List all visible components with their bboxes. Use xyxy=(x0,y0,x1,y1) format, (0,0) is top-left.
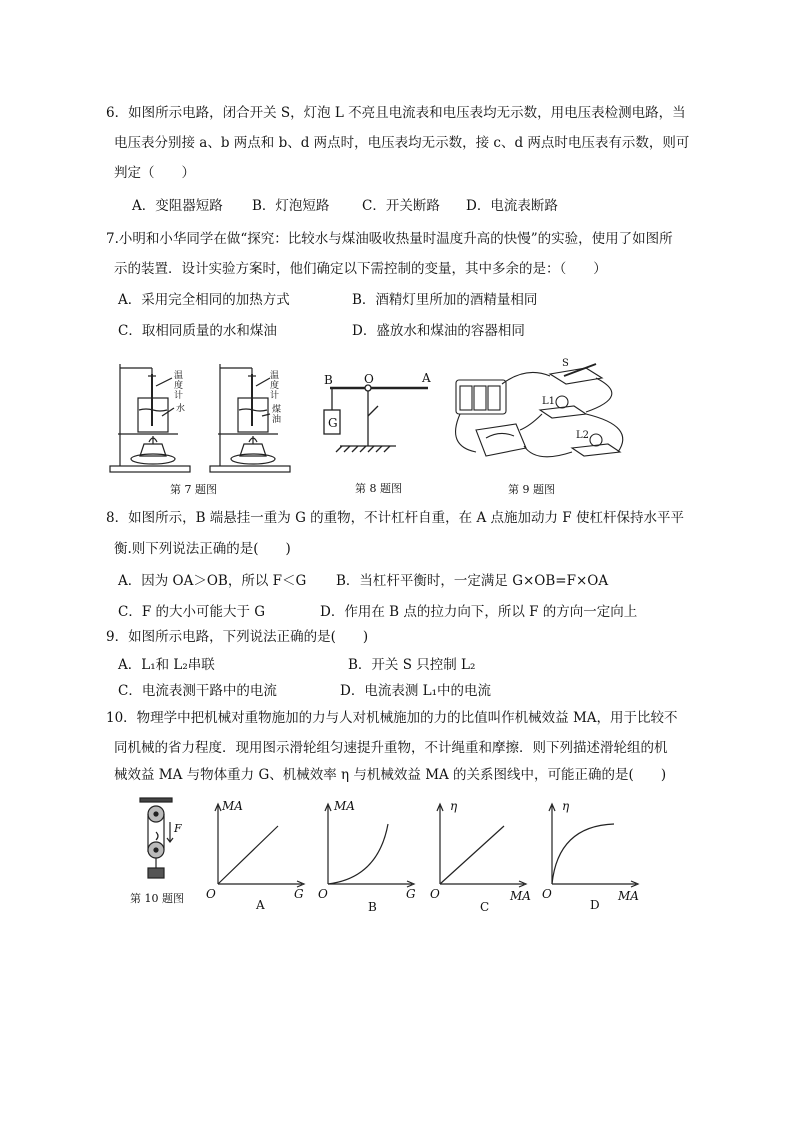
graph-d-curve xyxy=(552,824,614,884)
q9-option-c: C．电流表测干路中的电流 xyxy=(118,683,277,699)
figure-9-caption: 第 9 题图 xyxy=(508,483,555,496)
graph-d-y-label: η xyxy=(562,799,570,813)
pulley-force-label: F xyxy=(174,822,182,835)
fig7-label-thermometer-2a: 温 xyxy=(270,371,280,381)
graph-b-y-label: MA xyxy=(334,799,355,813)
q9-option-a: A．L₁和 L₂串联 xyxy=(118,657,215,673)
graph-a-y-label: MA xyxy=(222,799,243,813)
graph-a xyxy=(210,800,310,896)
q8-option-c: C．F 的大小可能大于 G xyxy=(118,604,266,620)
fig8-label-o: O xyxy=(364,372,374,386)
q8-option-a: A．因为 OA＞OB，所以 F＜G xyxy=(118,573,307,589)
q9-line: 9．如图所示电路，下列说法正确的是( ) xyxy=(106,629,369,645)
q10-line-3: 械效益 MA 与物体重力 G、机械效率 η 与机械效益 MA 的关系图线中，可能正确的是( ) xyxy=(114,767,667,783)
figure-7-heating-apparatus xyxy=(106,356,296,478)
fig7-label-thermometer-1a: 温 xyxy=(174,371,184,381)
fig7-label-thermometer-2b: 度 xyxy=(270,381,280,391)
q10-line-1: 10．物理学中把机械对重物施加的力与人对机械施加的力的比值叫作机械效益 MA，用于比较不 xyxy=(106,710,678,726)
graph-c xyxy=(432,800,532,896)
graph-d-letter: D xyxy=(590,898,600,912)
fig9-label-l1: L1 xyxy=(542,396,556,407)
q8-option-d: D．作用在 B 点的拉力向下，所以 F 的方向一定向上 xyxy=(320,604,638,620)
graph-d-x-label: MA xyxy=(618,889,639,903)
fig9-label-l2: L2 xyxy=(576,430,590,441)
graph-d xyxy=(544,800,644,896)
graph-b-origin: O xyxy=(318,887,328,901)
fig7-label-oil-1: 煤 xyxy=(272,405,282,415)
graph-c-letter: C xyxy=(480,900,490,914)
fig7-label-thermometer-2c: 计 xyxy=(270,391,280,401)
q7-option-b: B．酒精灯里所加的酒精量相同 xyxy=(352,292,538,308)
q7-option-a: A．采用完全相同的加热方式 xyxy=(118,292,290,308)
q8-option-b: B．当杠杆平衡时，一定满足 G×OB=F×OA xyxy=(336,573,609,589)
fig7-label-water: 水 xyxy=(176,404,186,414)
q6-option-a: A．变阻器短路 xyxy=(132,198,223,214)
q8-line-1: 8．如图所示，B 端悬挂一重为 G 的重物，不计杠杆自重，在 A 点施加动力 F 使杠杆保持水平平 xyxy=(106,510,684,526)
fig9-label-s: S xyxy=(562,358,569,369)
graph-a-letter: A xyxy=(256,898,265,912)
fig7-label-thermometer-1b: 度 xyxy=(174,381,184,391)
fig7-label-oil-2: 油 xyxy=(272,415,282,425)
figure-8-lever xyxy=(318,366,436,466)
figure-7-caption: 第 7 题图 xyxy=(170,483,217,496)
fig7-label-thermometer-1c: 计 xyxy=(174,391,184,401)
q8-line-2: 衡.则下列说法正确的是( ) xyxy=(114,541,291,557)
graph-a-x-label: G xyxy=(294,887,304,901)
q6-option-b: B．灯泡短路 xyxy=(252,198,330,214)
graph-b-curve xyxy=(328,824,388,884)
fig8-label-a: A xyxy=(422,371,431,385)
q9-option-d: D．电流表测 L₁中的电流 xyxy=(340,683,491,699)
q7-line-2: 示的装置．设计实验方案时，他们确定以下需控制的变量，其中多余的是：（ ） xyxy=(114,261,607,277)
q6-line-3: 判定（ ） xyxy=(114,165,195,181)
graph-c-y-label: η xyxy=(450,799,458,813)
graph-b-letter: B xyxy=(368,900,377,914)
q6-option-d: D．电流表断路 xyxy=(466,198,558,214)
graph-b xyxy=(320,800,420,896)
figure-9-circuit xyxy=(446,356,636,468)
fig8-label-b: B xyxy=(324,373,333,387)
graph-c-x-label: MA xyxy=(510,889,531,903)
graph-a-origin: O xyxy=(206,887,216,901)
q6-line-1: 6．如图所示电路，闭合开关 S，灯泡 L 不亮且电流表和电压表均无示数，用电压表检测电路，当 xyxy=(106,105,686,121)
graph-c-curve xyxy=(440,826,504,884)
graph-b-x-label: G xyxy=(406,887,416,901)
graph-a-curve xyxy=(218,826,278,884)
figure-8-caption: 第 8 题图 xyxy=(355,482,402,495)
fig8-label-g: G xyxy=(328,416,338,430)
q6-option-c: C．开关断路 xyxy=(362,198,440,214)
graph-d-origin: O xyxy=(542,887,552,901)
q10-line-2: 同机械的省力程度．现用图示滑轮组匀速提升重物，不计绳重和摩擦．则下列描述滑轮组的机 xyxy=(114,740,668,756)
figure-10-pulley xyxy=(130,796,190,888)
q9-option-b: B．开关 S 只控制 L₂ xyxy=(348,657,476,673)
figure-10-caption: 第 10 题图 xyxy=(130,892,184,905)
q6-line-2: 电压表分别接 a、b 两点和 b、d 两点时，电压表均无示数，接 c、d 两点时电压表有示数，则可 xyxy=(114,135,690,151)
q7-line-1: 7.小明和小华同学在做“探究：比较水与煤油吸收热量时温度升高的快慢”的实验，使用了如图所 xyxy=(106,231,673,247)
q7-option-c: C．取相同质量的水和煤油 xyxy=(118,323,277,339)
q7-option-d: D．盛放水和煤油的容器相同 xyxy=(352,323,525,339)
graph-c-origin: O xyxy=(430,887,440,901)
